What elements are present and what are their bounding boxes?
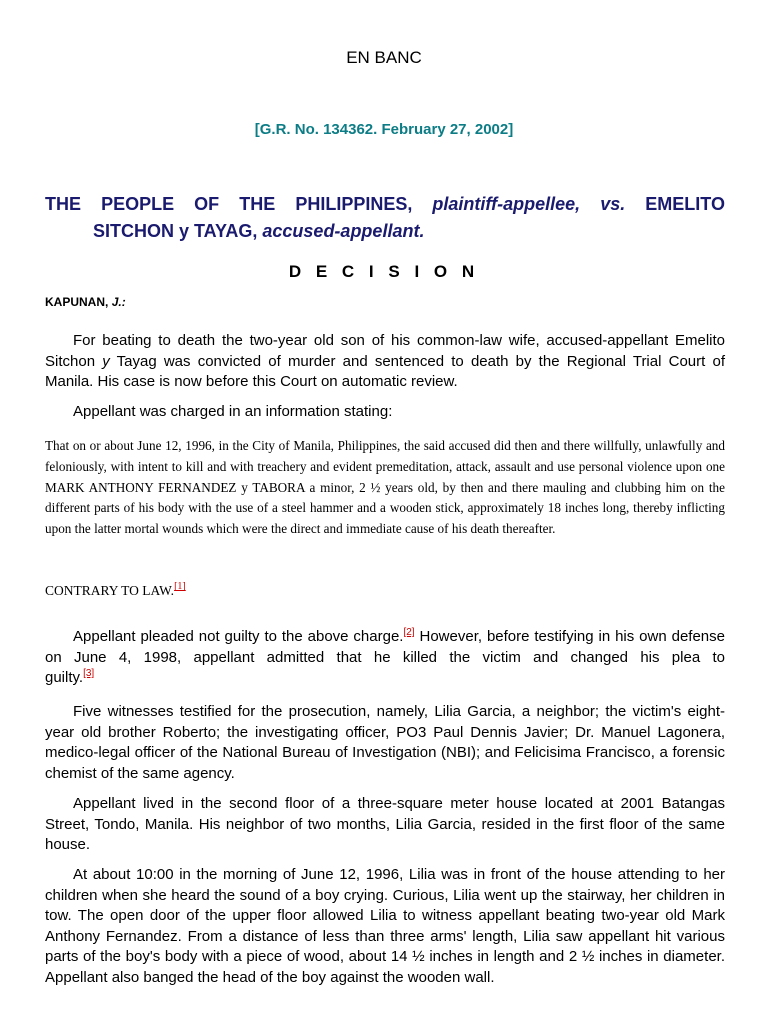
paragraph-6: At about 10:00 in the morning of June 12, 1996, Lilia was in front of the house attending to her children when she heard the sound of a boy crying. Curious, Lilia went up the stairway, her children in tow. The open door of the upper floor allowed Lilia to witness appellant beating two-year old Mark Anthony Fernandez. From a distance of less than three arms' length, Lilia saw appellant hit various parts of the boy's body with a piece of wood, about 14 ½ inches in length and 2 ½ inches in diameter. Appellant also banged the head of the boy against the wooden wall.	[45, 866, 725, 986]
accused-name: SITCHON y TAYAG,	[93, 221, 258, 241]
paragraph-3: Appellant pleaded not guilty to the above charge.[2] However, before testifying in his own defense on June 4, 1998, appellant admitted that he killed the victim and changed his plea to guilty.[3]	[45, 627, 725, 686]
ponente-suffix: J.:	[111, 295, 126, 309]
plaintiff-name: THE PEOPLE OF THE PHILIPPINES,	[45, 194, 413, 214]
paragraph-1: For beating to death the two-year old son of his common-law wife, accused-appellant Emelito Sitchon y Tayag was convicted of murder and sentenced to death by the Regional Trial Court of Manila. His case is now before this Court on automatic review.	[45, 332, 725, 390]
paragraph-1-italic-y: y	[102, 352, 110, 370]
information-quote: That on or about June 12, 1996, in the City of Manila, Philippines, the said accused did then and there willfully, unlawfully and feloniously, with intent to kill and with treachery and evident premeditation, attack, assault and use personal violence upon one MARK ANTHONY FERNANDEZ y TABORA a minor, 2 ½ years old, by then and there mauling and clubbing him on the different parts of his body with the use of a steel hammer and a wooden stick, approximately 18 inches long, thereby inflicting upon the latter mortal wounds which were the direct and immediate cause of his death thereafter.	[45, 438, 725, 537]
paragraph-4: Five witnesses testified for the prosecution, namely, Lilia Garcia, a neighbor; the victim's eight-year old brother Roberto; the investigating officer, PO3 Paul Dennis Javier; Dr. Manuel Lagonera, medico-legal officer of the National Bureau of Investigation (NBI); and Felicisima Francisco, a forensic chemist of the same agency.	[45, 703, 725, 782]
decision-heading: D E C I S I O N	[288, 262, 480, 281]
contrary-to-law: CONTRARY TO LAW.[1]	[45, 581, 186, 598]
accused-role: accused-appellant.	[262, 221, 425, 241]
ponente-name: KAPUNAN,	[45, 295, 109, 309]
court-division: EN BANC	[346, 48, 422, 67]
case-title-line-2	[45, 218, 725, 245]
plaintiff-role: plaintiff-appellee, vs.	[432, 194, 626, 214]
case-title	[45, 191, 725, 245]
footnote-2-link[interactable]: [2]	[403, 627, 415, 638]
ponente	[45, 295, 126, 309]
paragraph-5: Appellant lived in the second floor of a three-square meter house located at 2001 Batangas Street, Tondo, Manila. His neighbor of two months, Lilia Garcia, resided in the first floor of the same house.	[45, 795, 725, 853]
footnote-1-link[interactable]: [1]	[174, 581, 186, 592]
case-number: [G.R. No. 134362. February 27, 2002]	[254, 121, 514, 138]
case-title-line-1	[45, 191, 725, 218]
accused-first-name: EMELITO	[645, 194, 725, 214]
footnote-3-link[interactable]: [3]	[83, 668, 95, 679]
paragraph-2: Appellant was charged in an information stating:	[73, 403, 393, 420]
